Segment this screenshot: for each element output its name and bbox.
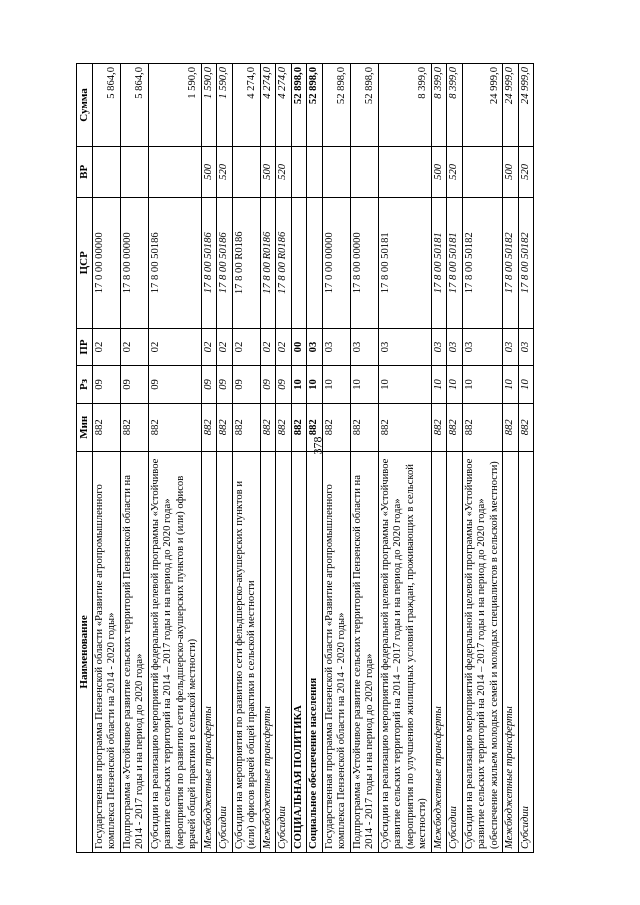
cell-sum: 52 898,0: [307, 64, 323, 147]
cell-sum: 24 999,0: [462, 64, 503, 147]
cell-vr: 500: [201, 146, 217, 197]
cell-csr: 17 8 00 R0186: [276, 197, 292, 328]
cell-vr: [307, 146, 323, 197]
cell-rz: 10: [503, 366, 519, 403]
cell-min: 882: [307, 403, 323, 451]
cell-min: 882: [322, 403, 350, 451]
cell-rz: 09: [260, 366, 276, 403]
cell-csr: 17 8 00 50182: [462, 197, 503, 328]
cell-min: 882: [217, 403, 233, 451]
cell-pr: 03: [518, 328, 534, 365]
cell-name: Межбюджетные трансферты: [503, 451, 519, 852]
header-vr: ВР: [77, 146, 93, 197]
cell-name: Субсидии на реализацию мероприятий федеральной целевой программы «Устойчивое развитие сельских территорий на 2014 – 2017 годы и на период до 2020 года» (мероприятия по развитию сети фельдшерско-акушерских пунктов и (или) офисов врачей общей практики в сельской местности): [148, 451, 201, 852]
cell-sum: 1 590,0: [201, 64, 217, 147]
cell-min: 882: [92, 403, 120, 451]
cell-pr: 00: [291, 328, 307, 365]
table-row: [447, 64, 463, 853]
table-row: [518, 64, 534, 853]
cell-pr: 03: [378, 328, 431, 365]
cell-vr: 520: [447, 146, 463, 197]
cell-name: Субсидии: [276, 451, 292, 852]
cell-sum: 4 274,0: [232, 64, 260, 147]
cell-name: Социальное обеспечение населения: [307, 451, 323, 852]
cell-min: 882: [276, 403, 292, 451]
table-row: [120, 64, 148, 853]
header-sum: Сумма: [77, 64, 93, 147]
cell-vr: [232, 146, 260, 197]
cell-csr: 17 8 00 R0186: [232, 197, 260, 328]
cell-name: Государственная программа Пензенской области «Развитие агропромышленного комплекса Пензенской области на 2014 - 2020 годы»: [322, 451, 350, 852]
table-row: [92, 64, 120, 853]
cell-min: 882: [350, 403, 378, 451]
cell-name: Субсидии: [217, 451, 233, 852]
table-row: [431, 64, 447, 853]
cell-vr: [291, 146, 307, 197]
cell-min: 882: [120, 403, 148, 451]
header-csr: ЦСР: [77, 197, 93, 328]
cell-csr: 17 8 00 R0186: [260, 197, 276, 328]
cell-min: 882: [518, 403, 534, 451]
table-row: [350, 64, 378, 853]
cell-rz: 10: [447, 366, 463, 403]
cell-pr: 02: [260, 328, 276, 365]
cell-vr: [120, 146, 148, 197]
cell-sum: 1 590,0: [148, 64, 201, 147]
cell-rz: 10: [350, 366, 378, 403]
cell-name: Государственная программа Пензенской области «Развитие агропромышленного комплекса Пензенской области на 2014 - 2020 годы»: [92, 451, 120, 852]
cell-vr: [322, 146, 350, 197]
cell-name: Подпрограмма «Устойчивое развитие сельских территорий Пензенской области на 2014 - 2017 годы и на период до 2020 года»: [350, 451, 378, 852]
cell-min: 882: [431, 403, 447, 451]
cell-pr: 03: [447, 328, 463, 365]
cell-csr: 17 8 00 50181: [447, 197, 463, 328]
cell-name: Субсидии: [447, 451, 463, 852]
cell-name: Субсидии на реализацию мероприятий федеральной целевой программы «Устойчивое развитие сельских территорий на 2014 – 2017 годы и на период до 2020 года» (мероприятия по улучшению жилищных условий граждан, проживающих в сельской местности): [378, 451, 431, 852]
cell-rz: 09: [276, 366, 292, 403]
cell-rz: 10: [307, 366, 323, 403]
cell-sum: 52 898,0: [322, 64, 350, 147]
cell-vr: 500: [431, 146, 447, 197]
cell-csr: 17 8 00 50186: [148, 197, 201, 328]
cell-vr: 520: [276, 146, 292, 197]
cell-name: Подпрограмма «Устойчивое развитие сельских территорий Пензенской области на 2014 - 2017 годы и на период до 2020 года»: [120, 451, 148, 852]
cell-csr: 17 0 00 00000: [322, 197, 350, 328]
cell-rz: 09: [201, 366, 217, 403]
cell-sum: 52 898,0: [350, 64, 378, 147]
cell-rz: 09: [120, 366, 148, 403]
header-name: Наименование: [77, 451, 93, 852]
cell-rz: 10: [462, 366, 503, 403]
cell-sum: 8 399,0: [378, 64, 431, 147]
cell-pr: 02: [92, 328, 120, 365]
cell-sum: 24 999,0: [503, 64, 519, 147]
table-row: [260, 64, 276, 853]
budget-table: [76, 63, 534, 853]
header-pr: ПР: [77, 328, 93, 365]
cell-sum: 5 864,0: [120, 64, 148, 147]
cell-name: Межбюджетные трансферты: [431, 451, 447, 852]
cell-vr: [462, 146, 503, 197]
table-row: [201, 64, 217, 853]
cell-rz: 10: [518, 366, 534, 403]
budget-table-container: [76, 63, 564, 853]
cell-rz: 09: [92, 366, 120, 403]
cell-name: СОЦИАЛЬНАЯ ПОЛИТИКА: [291, 451, 307, 852]
table-row: [378, 64, 431, 853]
cell-vr: [350, 146, 378, 197]
cell-min: 882: [291, 403, 307, 451]
cell-rz: 10: [378, 366, 431, 403]
table-row: [148, 64, 201, 853]
cell-csr: 17 0 00 00000: [92, 197, 120, 328]
cell-pr: 02: [217, 328, 233, 365]
cell-pr: 02: [276, 328, 292, 365]
page-number: 378: [310, 436, 325, 455]
cell-min: 882: [201, 403, 217, 451]
cell-csr: 17 8 00 50181: [378, 197, 431, 328]
cell-name: Субсидии на реализацию мероприятий федеральной целевой программы «Устойчивое развитие сельских территорий на 2014 – 2017 годы и на период до 2020 года» (обеспечение жильем молодых семей и молодых специалистов в сельской местности): [462, 451, 503, 852]
cell-csr: 17 8 00 50182: [503, 197, 519, 328]
table-row: [322, 64, 350, 853]
header-min: Мин: [77, 403, 93, 451]
cell-name: Субсидии на мероприятия по развитию сети фельдшерско-акушерских пунктов и (или) офисов врачей общей практики в сельской местности: [232, 451, 260, 852]
table-row: [462, 64, 503, 853]
cell-vr: 520: [217, 146, 233, 197]
table-row: [217, 64, 233, 853]
cell-pr: 03: [350, 328, 378, 365]
table-row: [307, 64, 323, 853]
cell-vr: 520: [518, 146, 534, 197]
table-header-row: [77, 64, 93, 853]
cell-min: 882: [378, 403, 431, 451]
cell-csr: 17 8 00 50181: [431, 197, 447, 328]
cell-min: 882: [503, 403, 519, 451]
table-row: [276, 64, 292, 853]
cell-rz: 10: [431, 366, 447, 403]
cell-pr: 02: [201, 328, 217, 365]
cell-pr: 02: [120, 328, 148, 365]
cell-name: Межбюджетные трансферты: [201, 451, 217, 852]
cell-pr: 02: [232, 328, 260, 365]
cell-name: Межбюджетные трансферты: [260, 451, 276, 852]
cell-min: 882: [447, 403, 463, 451]
cell-rz: 09: [217, 366, 233, 403]
cell-csr: 17 8 00 50182: [518, 197, 534, 328]
cell-pr: 03: [307, 328, 323, 365]
cell-sum: 52 898,0: [291, 64, 307, 147]
cell-csr: 17 8 00 50186: [217, 197, 233, 328]
cell-sum: 1 590,0: [217, 64, 233, 147]
header-rz: Рз: [77, 366, 93, 403]
cell-vr: 500: [260, 146, 276, 197]
cell-sum: 24 999,0: [518, 64, 534, 147]
cell-pr: 02: [148, 328, 201, 365]
cell-csr: [307, 197, 323, 328]
cell-min: 882: [462, 403, 503, 451]
cell-vr: [378, 146, 431, 197]
cell-sum: 8 399,0: [431, 64, 447, 147]
cell-rz: 10: [322, 366, 350, 403]
cell-pr: 03: [322, 328, 350, 365]
cell-csr: [291, 197, 307, 328]
cell-rz: 09: [148, 366, 201, 403]
cell-sum: 5 864,0: [92, 64, 120, 147]
cell-sum: 4 274,0: [276, 64, 292, 147]
cell-csr: 17 8 00 50186: [201, 197, 217, 328]
cell-vr: [92, 146, 120, 197]
cell-sum: 8 399,0: [447, 64, 463, 147]
table-row: [291, 64, 307, 853]
cell-sum: 4 274,0: [260, 64, 276, 147]
cell-csr: 17 8 00 00000: [350, 197, 378, 328]
cell-vr: 500: [503, 146, 519, 197]
cell-pr: 03: [431, 328, 447, 365]
cell-min: 882: [260, 403, 276, 451]
cell-vr: [148, 146, 201, 197]
cell-csr: 17 8 00 00000: [120, 197, 148, 328]
cell-rz: 09: [232, 366, 260, 403]
cell-pr: 03: [462, 328, 503, 365]
cell-pr: 03: [503, 328, 519, 365]
cell-rz: 10: [291, 366, 307, 403]
table-row: [503, 64, 519, 853]
cell-min: 882: [232, 403, 260, 451]
table-row: [232, 64, 260, 853]
cell-min: 882: [148, 403, 201, 451]
cell-name: Субсидии: [518, 451, 534, 852]
